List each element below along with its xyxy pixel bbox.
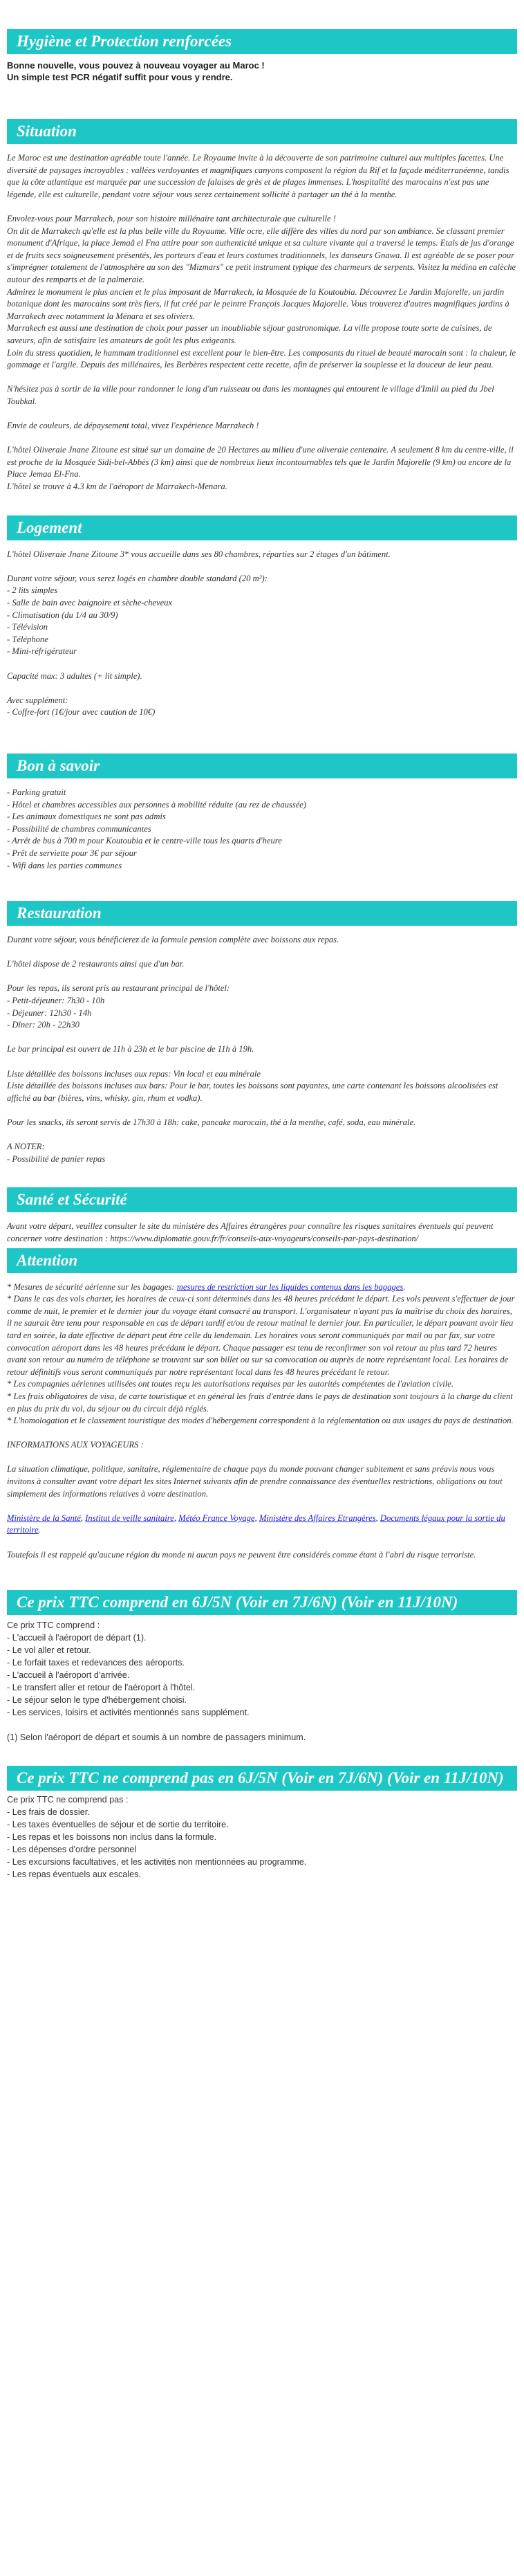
spacer xyxy=(7,1537,517,1549)
spacer xyxy=(7,947,517,959)
hygiene-lead-line: Un simple test PCR négatif suffit pour vous y rendre. xyxy=(7,72,233,82)
text-line: Durant votre séjour, vous bénéficierez de la formule pension complète avec boissons aux repas. xyxy=(7,935,339,945)
attention-section xyxy=(7,1248,517,1562)
prix-comprend-title: Ce prix TTC comprend en 6J/5N (Voir en 7J/6N) (Voir en 11J/10N) xyxy=(7,1590,517,1615)
link-sep: , xyxy=(80,1513,86,1523)
situation-title: Situation xyxy=(7,119,517,144)
spacer xyxy=(7,432,517,445)
bon-a-savoir-title: Bon à savoir xyxy=(7,753,517,778)
restauration-title: Restauration xyxy=(7,901,517,926)
situation-section xyxy=(7,119,517,493)
link-sep: . xyxy=(38,1525,41,1535)
text-line: Loin du stress quotidien, le hammam traditionnel est excellent pour le bien-être. Les composants du rituel de beauté marocain sont : la chaleur, le gommage et l'argile. Depuis des millénaires, les Berbères respectent cette recette, afin de préserver la souplesse et la douceur de leur peau. xyxy=(7,347,516,370)
text-line: Ce prix TTC ne comprend pas : xyxy=(7,1794,129,1805)
hygiene-lead xyxy=(7,54,517,83)
text-line: Liste détaillée des boissons incluses aux bars: Pour le bar, toutes les boissons sont payantes, une carte contenant les boissons alcoolisées est affiché au bar (bières, vins, whisky, gin, rhum et vodka). xyxy=(7,1081,498,1103)
spacer xyxy=(7,682,517,695)
text-line: - Télévision xyxy=(7,622,48,632)
text-line: - L'accueil à l'aéroport de départ (1). xyxy=(7,1633,147,1643)
link-sep: , xyxy=(375,1513,380,1523)
text-line: * L'homologation et le classement touristique des modes d'hébergement correspondent à la réglementation ou aux usages du pays de destination. xyxy=(7,1416,514,1426)
text-line: - Les excursions facultatives, et les activités non mentionnées au programme. xyxy=(7,1856,307,1867)
spacer xyxy=(7,1719,517,1731)
text-line: - Les animaux domestiques ne sont pas admis xyxy=(7,812,166,822)
sante-paragraph: Avant votre départ, veuillez consulter le site du ministère des Affaires étrangères pour connaître les risques sanitaires éventuels qui peuvent concerner votre destination : https://www.diplomatie.gouv.fr/fr/conseils-aux-voyageurs/conseils-par-pays-destination/ xyxy=(7,1221,494,1243)
text-line: Envie de couleurs, de dépaysement total, vivez l'expérience Marrakech ! xyxy=(7,421,259,431)
hygiene-lead-line: Bonne nouvelle, vous pouvez à nouveau voyager au Maroc ! xyxy=(7,60,265,71)
text-line: Marrakech est aussi une destination de choix pour passer un inoubliable séjour gastronomique. La ville propose toute sorte de cuisines, de saveurs, afin de satisfaire les amateurs de goût les plus exigeants. xyxy=(7,323,492,345)
text-line: * Les compagnies aériennes utilisées ont toutes reçu les autorisations requises par les autorités compétentes de l'aviation civile. xyxy=(7,1379,454,1389)
sante-section xyxy=(7,1187,517,1245)
hygiene-title: Hygiène et Protection renforcées xyxy=(7,29,517,54)
link-affaires-etrangeres[interactable]: Ministère des Affaires Etrangères xyxy=(259,1513,376,1523)
text-line: - Petit-déjeuner: 7h30 - 10h xyxy=(7,996,105,1006)
attention-closing: Toutefois il est rappelé qu'aucune région du monde ni aucun pays ne peuvent être considérés comme étant à l'abri du risque terroriste. xyxy=(7,1549,476,1560)
spacer xyxy=(7,1032,517,1044)
logement-section xyxy=(7,515,517,719)
text-line: Le Maroc est une destination agréable toute l'année. Le Royaume invite à la découverte de son patrimoine culturel aux multiples facettes. Une diversité de paysages incroyables : vallées verdoyantes et magnifiques canyons composent la région du Rif et la façade méditerranéenne, tandis que la côte atlantique est marquée par une succession de falaises de grès et de plages immenses. L'hospitalité des marocains n'est pas une légende, elle est culturelle, pendant votre séjour vous serez certainement sollicité à partager un thé à la menthe. xyxy=(7,153,509,199)
bon-a-savoir-section xyxy=(7,753,517,872)
logement-title: Logement xyxy=(7,515,517,540)
text-line: - L'accueil à l'aéroport d'arrivée. xyxy=(7,1670,130,1681)
text-line: - Le transfert aller et retour de l'aéroport à l'hôtel. xyxy=(7,1683,196,1693)
spacer xyxy=(7,1104,517,1117)
attention-links xyxy=(7,1513,517,1537)
prix-ne-comprend-text xyxy=(7,1791,517,1881)
link-documents-legaux[interactable]: Documents légaux pour la sortie du territoire xyxy=(7,1513,505,1535)
spacer xyxy=(7,1452,517,1464)
text-line: - Prêt de serviette pour 3€ par séjour xyxy=(7,848,137,858)
link-veille-sanitaire[interactable]: Institut de veille sanitaire xyxy=(85,1513,174,1523)
hygiene-section xyxy=(7,0,517,83)
text-line: L'hôtel dispose de 2 restaurants ainsi que d'un bar. xyxy=(7,959,185,969)
text-line: La situation climatique, politique, sanitaire, réglementaire de chaque pays du monde pouvant changer subitement et sans préavis nous vous invitons à consulter avant votre départ les sites Internet suivants afin de prendre connaissance des éventuelles restrictions, obligations ou tout simplement des informations relatives à votre destination. xyxy=(7,1464,503,1499)
attention-first-prefix: * Mesures de sécurité aérienne sur les bagages: xyxy=(7,1281,177,1292)
text-line: L'hôtel Oliveraie Jnane Zitoune 3* vous accueille dans ses 80 chambres, réparties sur 2 étages d'un bâtiment. xyxy=(7,549,391,559)
spacer xyxy=(7,658,517,670)
text-line: Ce prix TTC comprend : xyxy=(7,1620,100,1631)
text-line: (1) Selon l'aéroport de départ et soumis à un nombre de passagers minimum. xyxy=(7,1732,306,1742)
text-line: Le bar principal est ouvert de 11h à 23h et le bar piscine de 11h à 19h. xyxy=(7,1044,254,1054)
text-line: - Possibilité de chambres communicantes xyxy=(7,823,151,834)
text-line: Durant votre séjour, vous serez logés en chambre double standard (20 m²): xyxy=(7,573,268,583)
liquids-restriction-link[interactable]: mesures de restriction sur les liquides contenus dans les bagages xyxy=(176,1281,404,1292)
text-line: Pour les repas, ils seront pris au restaurant principal de l'hôtel: xyxy=(7,983,230,994)
situation-text xyxy=(7,144,517,493)
text-line: - Coffre-fort (1€/jour avec caution de 10€) xyxy=(7,707,156,718)
bon-a-savoir-text xyxy=(7,778,517,872)
spacer xyxy=(7,1056,517,1068)
spacer xyxy=(7,408,517,420)
text-line: - Climatisation (du 1/4 au 30/9) xyxy=(7,610,118,620)
spacer xyxy=(7,971,517,983)
text-line: - Wifi dans les parties communes xyxy=(7,860,122,870)
text-line: - Les dépenses d'ordre personnel xyxy=(7,1844,137,1854)
text-line: - Parking gratuit xyxy=(7,787,66,797)
text-line: * Dans le cas des vols charter, les horaires de ceux-ci sont déterminés dans les 48 heures précédant le départ. Les vols peuvent s'effectuer de jour comme de nuit, le premier et le dernier jour du voyage étant consacré au transport. L'organisateur n'ayant pas la maîtrise du choix des horaires, il ne saurait être tenu pour responsable en cas de départ tardif et/ou de retour matinal le dernier jour. En particulier, le départ pouvant avoir lieu tard en soirée, la date effective de départ peut être celle du lendemain. Les horaires vous seront communiqués par mail ou par fax, sur votre convocation aéroport dans les 48 heures précédant le départ. Chaque passager est tenu de reconfirmer son vol retour au plus tard 72 heures avant son retour au numéro de téléphone se trouvant sur son billet ou sur sa convocation ou auprès de notre représentant local. Les horaires de retour définitifs vous seront communiqués par notre représentant local dans les 48 heures précédant le retour. xyxy=(7,1294,515,1377)
text-line: Envolez-vous pour Marrakech, pour son histoire millénaire tant architecturale que culturelle ! xyxy=(7,213,336,223)
spacer xyxy=(7,201,517,213)
text-line: - Possibilité de panier repas xyxy=(7,1153,106,1164)
link-meteo-france[interactable]: Météo France Voyage xyxy=(178,1513,255,1523)
text-line: L'hôtel se trouve à 4.3 km de l'aéroport de Marrakech-Menara. xyxy=(7,482,227,492)
attention-title: Attention xyxy=(7,1248,517,1273)
text-line: - Mini-réfrigérateur xyxy=(7,646,77,657)
prix-ne-comprend-section xyxy=(7,1766,517,1881)
text-line: N'hésitez pas à sortir de la ville pour randonner le long d'un ruisseau ou dans les montagnes qui entourent le village d'Imlil au pied du Jbel Toubkal. xyxy=(7,384,494,406)
attention-text xyxy=(7,1273,517,1562)
prix-comprend-section xyxy=(7,1590,517,1744)
text-line: - Les services, loisirs et activités mentionnés sans supplément. xyxy=(7,1708,250,1718)
spacer xyxy=(7,372,517,384)
text-line: - Les taxes éventuelles de séjour et de sortie du territoire. xyxy=(7,1819,229,1829)
text-line: - Les frais de dossier. xyxy=(7,1807,90,1817)
link-sep: , xyxy=(174,1513,179,1523)
text-line: - Le séjour selon le type d'hébergement choisi. xyxy=(7,1695,187,1706)
link-sep: , xyxy=(254,1513,259,1523)
text-line: - Arrêt de bus à 700 m pour Koutoubia et le centre-ville tous les quarts d'heure xyxy=(7,836,282,846)
text-line: - Téléphone xyxy=(7,634,48,644)
spacer xyxy=(7,1427,517,1440)
text-line: Avec supplément: xyxy=(7,695,68,705)
text-line: - Le vol aller et retour. xyxy=(7,1645,91,1656)
sante-text xyxy=(7,1212,517,1245)
text-line: A NOTER: xyxy=(7,1142,45,1152)
text-line: - Les repas et les boissons non inclus dans la formule. xyxy=(7,1831,217,1842)
text-line: - Les repas éventuels aux escales. xyxy=(7,1869,141,1879)
text-line: INFORMATIONS AUX VOYAGEURS : xyxy=(7,1440,144,1450)
text-line: Admirez le monument le plus ancien et le plus imposant de Marrakech, la Mosquée de la Koutoubia. Découvrez Le Jardin Majorelle, un jardin botanique dont les marocains sont très fiers, il fut créé par le peintre François Jacques Majorelle. Vous trouverez d'autres magnifiques jardins à Marrakech avec notamment la Ménara et ses oliviers. xyxy=(7,286,509,321)
text-line: - Salle de bain avec baignoire et sèche-cheveux xyxy=(7,598,173,608)
attention-first-paragraph xyxy=(7,1281,517,1294)
attention-first-suffix: . xyxy=(403,1281,406,1292)
text-line: Capacité max: 3 adultes (+ lit simple). xyxy=(7,670,142,681)
prix-comprend-text xyxy=(7,1615,517,1744)
text-line: Liste détaillée des boissons incluses aux repas: Vin local et eau minérale xyxy=(7,1068,261,1079)
text-line: - Hôtel et chambres accessibles aux personnes à mobilité réduite (au rez de chaussée) xyxy=(7,799,307,810)
text-line: - 2 lits simples xyxy=(7,585,58,596)
text-line: - Déjeuner: 12h30 - 14h xyxy=(7,1007,92,1018)
link-ministere-sante[interactable]: Ministère de la Santé xyxy=(7,1513,81,1523)
spacer xyxy=(7,1500,517,1513)
text-line: Pour les snacks, ils seront servis de 17h30 à 18h: cake, pancake marocain, thé à la menthe, café, soda, eau minérale. xyxy=(7,1117,416,1127)
spacer xyxy=(7,1129,517,1142)
text-line: On dit de Marrakech qu'elle est la plus belle ville du Royaume. Ville ocre, elle diffère des villes du nord par son ambiance. Se classant premier monument d'Afrique, la place Jemaâ el Fna attire pour son authenticité unique et sa culture vivante qui a traversé le temps. Etals de jus d'orange et de fruits secs soigneusement présentés, les porteurs d'eau et leurs costumes traditionnels, les danseurs Gnawa. Il est agréable de se poser pour s'imprégner totalement de l'atmosphère au son des "Mizmars" ce petit instrument typique des charmeurs de serpents. Visitez la médina en calèche autour des remparts et de la palmeraie. xyxy=(7,226,516,284)
sante-title: Santé et Sécurité xyxy=(7,1187,517,1212)
prix-ne-comprend-title: Ce prix TTC ne comprend pas en 6J/5N (Voir en 7J/6N) (Voir en 11J/10N) xyxy=(7,1766,517,1791)
text-line: L'hôtel Oliveraie Jnane Zitoune est situé sur un domaine de 20 Hectares au milieu d'une oliveraie centenaire. A seulement 8 km du centre-ville, il est proche de la Mosquée Sidi-bel-Abbès (3 km) ainsi que de nombreux lieux incontournables tels que le Jardin Majorelle (9 km) ou encore de la Place Jemaa El-Fna. xyxy=(7,445,514,479)
attention-paragraphs xyxy=(7,1293,517,1500)
restauration-text xyxy=(7,926,517,1165)
text-line: - Dîner: 20h - 22h30 xyxy=(7,1020,79,1030)
text-line: * Les frais obligatoires de visa, de carte touristique et en général les frais d'entrée dans le pays de destination sont toujours à la charge du client en plus du prix du vol, du séjour ou du circuit déjà réglés. xyxy=(7,1391,513,1414)
text-line: - Le forfait taxes et redevances des aéroports. xyxy=(7,1658,185,1668)
restauration-section xyxy=(7,901,517,1165)
logement-text xyxy=(7,540,517,719)
spacer xyxy=(7,560,517,573)
